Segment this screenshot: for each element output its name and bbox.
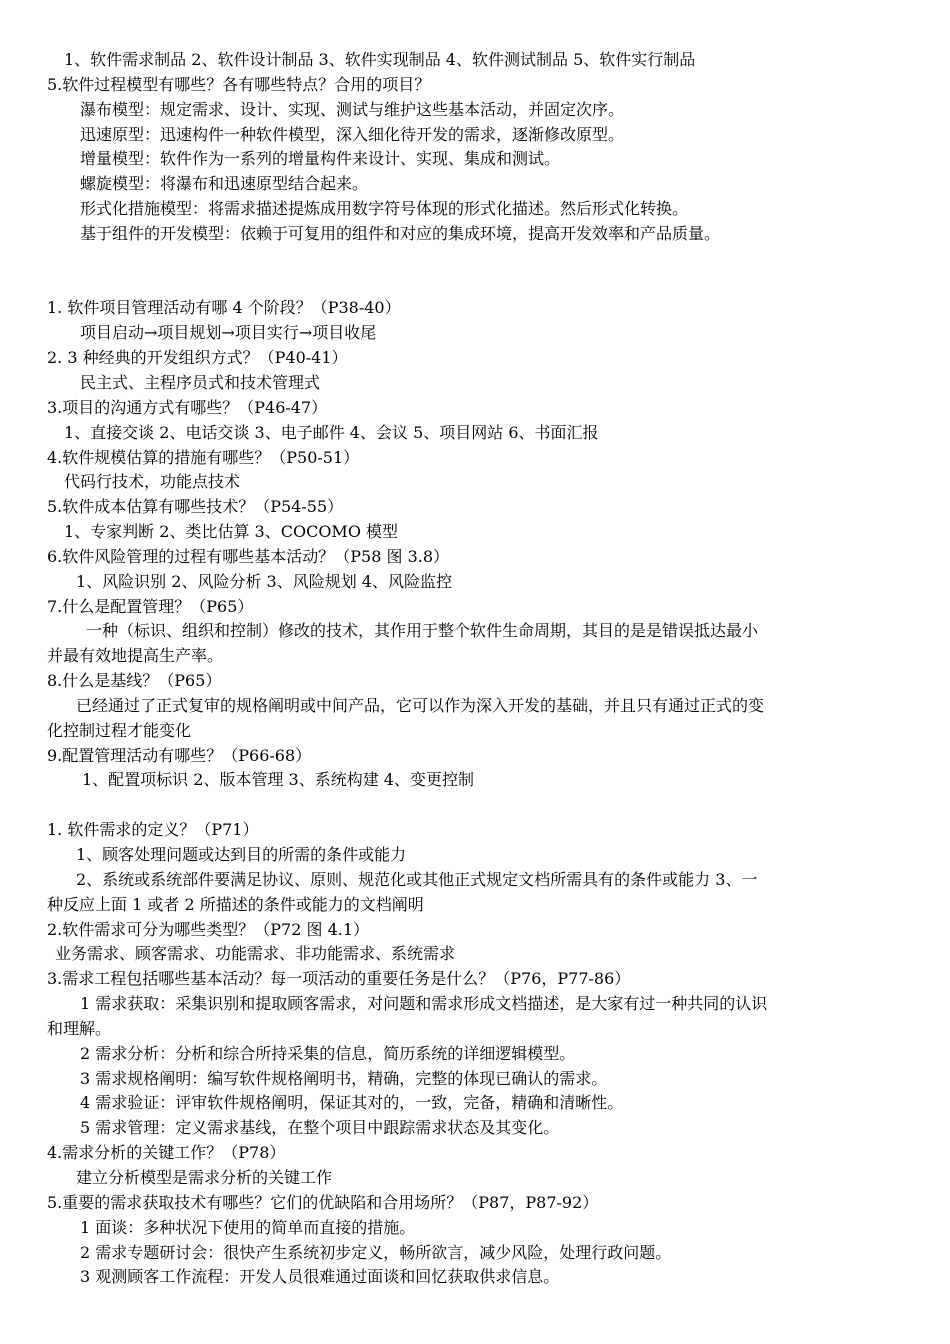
document-page [0, 48, 950, 1290]
question-heading: 4.需求分析的关键工作？（P78） [47, 1143, 286, 1163]
question-heading: 3.需求工程包括哪些基本活动？每一项活动的重要任务是什么？（P76，P77-86） [47, 969, 631, 989]
answer-line: 并最有效地提高生产率。 [47, 646, 224, 666]
question-heading: 4.软件规模估算的措施有哪些？（P50-51） [47, 447, 360, 467]
question-heading: 3.项目的沟通方式有哪些？（P46-47） [47, 397, 328, 417]
answer-line: 民主式、主程序员式和技术管理式 [80, 372, 321, 392]
question-heading: 5.软件成本估算有哪些技术？（P54-55） [47, 497, 344, 517]
answer-line: 项目启动→项目规划→项目实行→项目收尾 [80, 323, 377, 343]
text-line: 瀑布模型：规定需求、设计、实现、测试与维护这些基本活动，并固定次序。 [80, 99, 625, 119]
answer-line: 建立分析模型是需求分析的关键工作 [76, 1167, 333, 1187]
answer-line: 5 需求管理：定义需求基线，在整个项目中跟踪需求状态及其变化。 [80, 1118, 560, 1138]
answer-line: 业务需求、顾客需求、功能需求、非功能需求、系统需求 [55, 944, 456, 964]
text-line: 基于组件的开发模型：依赖于可复用的组件和对应的集成环境，提高开发效率和产品质量。 [80, 223, 721, 243]
text-line: 迅速原型：迅速构件一种软件模型，深入细化待开发的需求，逐渐修改原型。 [80, 124, 625, 144]
answer-line: 种反应上面 1 或者 2 所描述的条件或能力的文档阐明 [47, 894, 424, 914]
section-spacer [0, 793, 950, 818]
answer-line: 1 面谈：多种状况下使用的简单而直接的措施。 [80, 1217, 416, 1237]
answer-line: 2 需求分析：分析和综合所持采集的信息，简历系统的详细逻辑模型。 [80, 1043, 576, 1063]
section-spacer [0, 247, 950, 297]
answer-line: 1、风险识别 2、风险分析 3、风险规划 4、风险监控 [76, 571, 452, 591]
question-heading: 7.什么是配置管理？（P65） [47, 596, 254, 616]
answer-line: 1、配置项标识 2、版本管理 3、系统构建 4、变更控制 [82, 770, 474, 790]
question-heading: 2.软件需求可分为哪些类型？（P72 图 4.1） [47, 919, 370, 939]
answer-line: 一种（标识、组织和控制）修改的技术，其作用于整个软件生命周期，其目的是是错误抵达最小 [86, 621, 759, 641]
question-heading: 5.重要的需求获取技术有哪些？它们的优缺陷和合用场所？（P87，P87-92） [47, 1192, 599, 1212]
text-line: 形式化措施模型：将需求描述提炼成用数字符号体现的形式化描述。然后形式化转换。 [80, 199, 689, 219]
question-heading: 2. 3 种经典的开发组织方式？（P40-41） [47, 348, 348, 368]
answer-line: 化控制过程才能变化 [47, 720, 192, 740]
question-heading: 1. 软件需求的定义？（P71） [47, 820, 259, 840]
answer-line: 2、系统或系统部件要满足协议、原则、规范化或其他正式规定文档所需具有的条件或能力 3、一 [76, 869, 758, 889]
answer-line: 1、直接交谈 2、电话交谈 3、电子邮件 4、会议 5、项目网站 6、书面汇报 [64, 422, 599, 442]
answer-line: 4 需求验证：评审软件规格阐明，保证其对的，一致，完备，精确和清晰性。 [80, 1093, 624, 1113]
answer-line: 代码行技术，功能点技术 [64, 472, 241, 492]
answer-line: 已经通过了正式复审的规格阐明或中间产品，它可以作为深入开发的基础，并且只有通过正式的变 [76, 695, 765, 715]
text-line: 增量模型：软件作为一系列的增量构件来设计、实现、集成和测试。 [80, 149, 561, 169]
question-heading: 5.软件过程模型有哪些？各有哪些特点？合用的项目？ [47, 74, 431, 94]
question-heading: 1. 软件项目管理活动有哪 4 个阶段？（P38-40） [47, 298, 401, 318]
question-heading: 9.配置管理活动有哪些？（P66-68） [47, 745, 312, 765]
answer-line: 1 需求获取：采集识别和提取顾客需求，对问题和需求形成文档描述，是大家有过一种共同的认识 [80, 994, 768, 1014]
answer-line: 1、专家判断 2、类比估算 3、COCOMO 模型 [64, 522, 399, 542]
answer-line: 2 需求专题研讨会：很快产生系统初步定义，畅所欲言，减少风险，处理行政问题。 [80, 1242, 672, 1262]
text-line: 1、软件需求制品 2、软件设计制品 3、软件实现制品 4、软件测试制品 5、软件实行制品 [64, 50, 696, 69]
answer-line: 1、顾客处理问题或达到目的所需的条件或能力 [76, 845, 407, 864]
question-heading: 6.软件风险管理的过程有哪些基本活动？（P58 图 3.8） [47, 546, 450, 566]
answer-line: 3 观测顾客工作流程：开发人员很难通过面谈和回忆获取供求信息。 [80, 1267, 560, 1287]
answer-line: 3 需求规格阐明：编写软件规格阐明书，精确，完整的体现已确认的需求。 [80, 1068, 608, 1088]
answer-line: 和理解。 [47, 1018, 112, 1038]
question-heading: 8.什么是基线？（P65） [47, 671, 222, 691]
text-line: 螺旋模型：将瀑布和迅速原型结合起来。 [80, 174, 369, 194]
